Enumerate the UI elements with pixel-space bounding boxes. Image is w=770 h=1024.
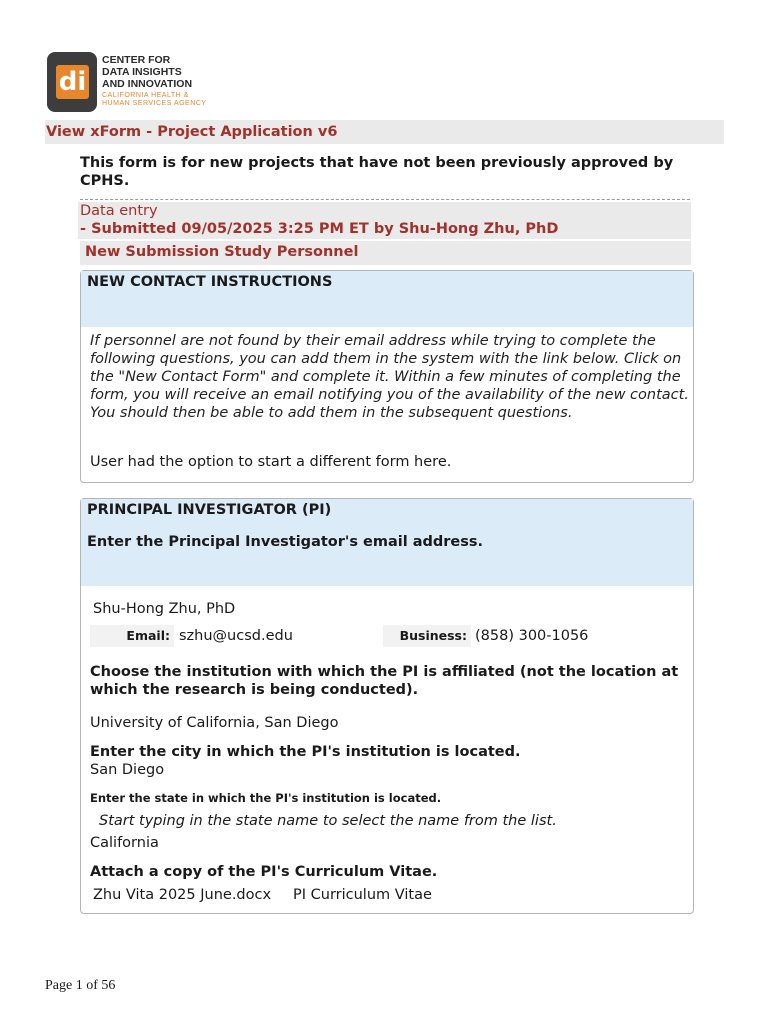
logo-text [102, 54, 192, 90]
pi-heading-area [81, 499, 693, 586]
logo-sub-2: HUMAN SERVICES AGENCY [102, 100, 207, 107]
pi-heading: PRINCIPAL INVESTIGATOR (PI) [87, 502, 332, 518]
new-contact-option: User had the option to start a different form here. [90, 454, 452, 470]
city-question: Enter the city in which the PI's institution is located. [90, 744, 521, 760]
cdii-logo [47, 50, 217, 112]
logo-line-2: DATA INSIGHTS [102, 66, 182, 78]
new-contact-box [80, 270, 694, 483]
entry-label: Data entry [80, 203, 158, 219]
logo-mark [47, 52, 97, 112]
pi-box [80, 498, 694, 914]
pi-email-question: Enter the Principal Investigator's email address. [87, 534, 484, 550]
section-title [80, 241, 691, 265]
logo-sub-1: CALIFORNIA HEALTH & [102, 92, 189, 99]
pi-business-phone: (858) 300-1056 [475, 628, 589, 644]
view-title [45, 120, 724, 144]
pi-email: szhu@ucsd.edu [179, 628, 293, 644]
entry-status [78, 202, 691, 239]
state-question: Enter the state in which the PI's institution is located. [90, 791, 442, 805]
institution-answer: University of California, San Diego [90, 715, 339, 731]
logo-line-3: AND INNOVATION [102, 78, 193, 90]
logo-subtitle [102, 92, 207, 108]
intro-text: This form is for new projects that have not been previously approved by CPHS. [80, 155, 674, 189]
new-contact-heading: NEW CONTACT INSTRUCTIONS [81, 271, 693, 327]
logo-line-1: CENTER FOR [102, 54, 171, 66]
city-answer: San Diego [90, 762, 165, 778]
cv-description: PI Curriculum Vitae [293, 887, 432, 903]
view-title-text: View xForm - Project Application v6 [46, 124, 338, 140]
page-number: Page 1 of 56 [45, 978, 116, 993]
business-label: Business: [383, 625, 471, 647]
new-contact-instructions: If personnel are not found by their email address while trying to complete the following questions, you can add them in the system with the link below. Click on the "New Contact Form" and complete it. Within a few minutes of completing the form, you will receive an email notifying you of the availability of the new contact. You should then be able to add them in the subsequent questions. [90, 333, 689, 421]
divider [80, 199, 690, 200]
pi-name: Shu-Hong Zhu, PhD [93, 601, 236, 617]
logo-mark-letters: di [56, 65, 89, 99]
section-title-text: New Submission Study Personnel [85, 244, 359, 260]
institution-question: Choose the institution with which the PI is affiliated (not the location at which the research is being conducted). [90, 664, 679, 698]
entry-submitted: - Submitted 09/05/2025 3:25 PM ET by Shu-Hong Zhu, PhD [80, 221, 559, 237]
email-label: Email: [90, 625, 174, 647]
state-hint: Start typing in the state name to select the name from the list. [99, 813, 557, 829]
cv-question: Attach a copy of the PI's Curriculum Vitae. [90, 864, 438, 880]
state-answer: California [90, 835, 159, 851]
cv-file-link[interactable]: Zhu Vita 2025 June.docx [93, 887, 272, 903]
